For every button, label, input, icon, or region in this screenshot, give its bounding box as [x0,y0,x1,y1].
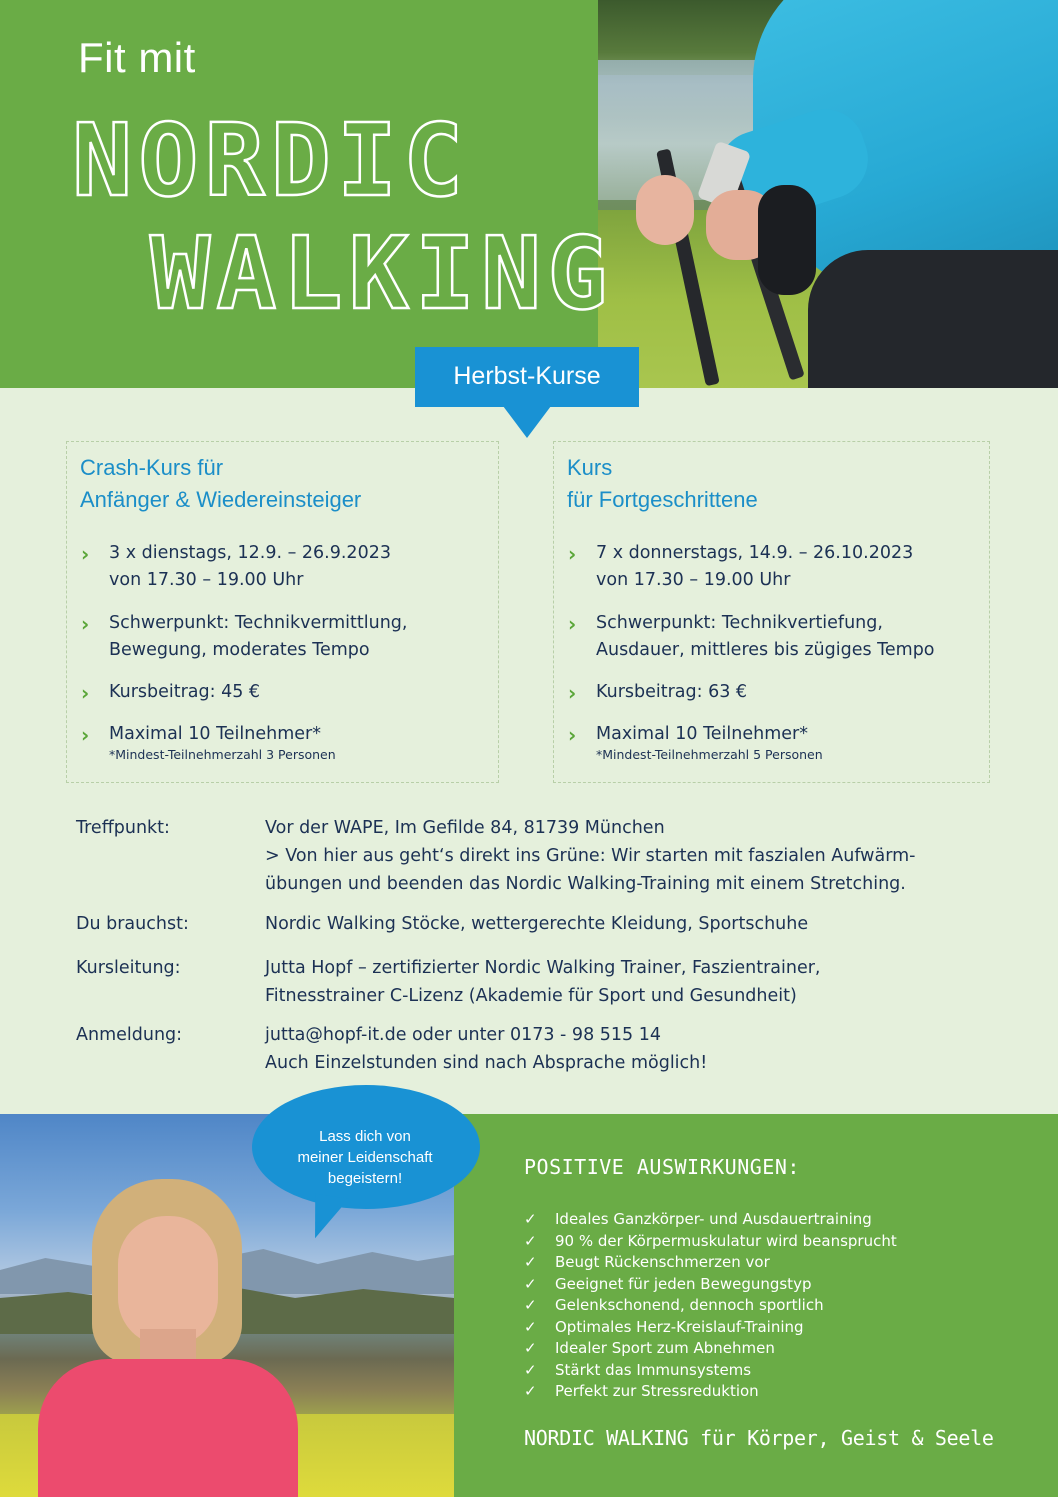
list-item: ✓ Stärkt das Immunsystems [524,1360,897,1382]
info-value: übungen und beenden das Nordic Walking-Training mit einem Stretching. [265,874,906,894]
check-icon: ✓ [524,1317,537,1336]
check-icon: ✓ [524,1382,537,1400]
benefits-footer: NORDIC WALKING für Körper, Geist & Seele [524,1426,994,1450]
list-item: ✓ Perfekt zur Stressreduktion [524,1381,897,1403]
chevron-right-icon: › [568,723,577,747]
list-item: ✓ Optimales Herz-Kreislauf-Training [524,1317,897,1339]
course-schedule: › 3 x dienstags, 12.9. – 26.9.2023 von 17.30 – 19.00 Uhr [81,542,391,590]
course-max-participants: › Maximal 10 Teilnehmer* *Mindest-Teilnehmerzahl 3 Personen [81,723,336,762]
check-icon: ✓ [524,1296,537,1314]
info-value: > Von hier aus geht‘s direkt ins Grüne: Wir starten mit faszialen Aufwärm- [265,846,916,866]
check-icon: ✓ [524,1360,537,1379]
info-value: Nordic Walking Stöcke, wettergerechte Kleidung, Sportschuhe [265,914,809,934]
course-card-beginner [66,441,499,783]
list-item: ✓ Gelenkschonend, dennoch sportlich [524,1295,897,1317]
speech-bubble-text: Lass dich von meiner Leidenschaft begeistern! [297,1128,433,1187]
info-value: Vor der WAPE, Im Gefilde 84, 81739 München [265,818,665,838]
chevron-right-icon: › [81,612,90,636]
info-label: Kursleitung: [76,958,181,978]
course-fee: › Kursbeitrag: 63 € [568,681,748,705]
course-schedule: › 7 x donnerstags, 14.9. – 26.10.2023 von 17.30 – 19.00 Uhr [568,542,914,590]
chevron-right-icon: › [568,681,577,705]
info-label: Anmeldung: [76,1025,183,1045]
check-icon: ✓ [524,1274,537,1293]
title-nordic: NORDIC [72,102,470,219]
course-note: *Mindest-Teilnehmerzahl 5 Personen [596,747,823,762]
course-title: Crash-Kurs für Anfänger & Wiedereinsteiger [80,455,362,512]
chevron-right-icon: › [568,542,577,566]
chevron-right-icon: › [81,542,90,566]
list-item: ✓ 90 % der Körpermuskulatur wird beansprucht [524,1231,897,1253]
course-focus: › Schwerpunkt: Technikvermittlung, Bewegung, moderates Tempo [81,612,408,660]
list-item: ✓ Idealer Sport zum Abnehmen [524,1338,897,1360]
info-value: Jutta Hopf – zertifizierter Nordic Walking Trainer, Faszientrainer, [265,958,821,978]
list-item: ✓ Geeignet für jeden Bewegungstyp [524,1274,897,1296]
info-value: Fitnesstrainer C-Lizenz (Akademie für Sport und Gesundheit) [265,986,797,1006]
info-label: Treffpunkt: [76,818,170,838]
course-focus: › Schwerpunkt: Technikvertiefung, Ausdauer, mittleres bis zügiges Tempo [568,612,935,660]
list-item: ✓ Beugt Rückenschmerzen vor [524,1252,897,1274]
check-icon: ✓ [524,1339,537,1357]
info-contact: jutta@hopf-it.de oder unter 0173 - 98 515 14 [265,1025,661,1045]
info-value: Auch Einzelstunden sind nach Absprache möglich! [265,1053,708,1073]
course-card-advanced [553,441,990,783]
title-walking: WALKING [150,215,614,332]
course-fee: › Kursbeitrag: 45 € [81,681,261,705]
chevron-right-icon: › [81,681,90,705]
season-label: Herbst-Kurse [415,347,639,407]
course-note: *Mindest-Teilnehmerzahl 3 Personen [109,747,336,762]
info-label: Du brauchst: [76,914,189,934]
speech-bubble-tail [309,1194,349,1242]
check-icon: ✓ [524,1253,537,1271]
nordic-walking-photo [598,0,1058,388]
check-icon: ✓ [524,1231,537,1250]
down-arrow-icon [503,406,551,438]
course-max-participants: › Maximal 10 Teilnehmer* *Mindest-Teilnehmerzahl 5 Personen [568,723,823,762]
header-kicker: Fit mit [78,34,196,81]
chevron-right-icon: › [568,612,577,636]
benefits-title: POSITIVE AUSWIRKUNGEN: [524,1155,800,1179]
list-item: ✓ Ideales Ganzkörper- und Ausdauertraining [524,1209,897,1231]
benefits-list [524,1209,897,1403]
check-icon: ✓ [524,1210,537,1228]
course-title: Kurs für Fortgeschrittene [567,455,758,512]
chevron-right-icon: › [81,723,90,747]
